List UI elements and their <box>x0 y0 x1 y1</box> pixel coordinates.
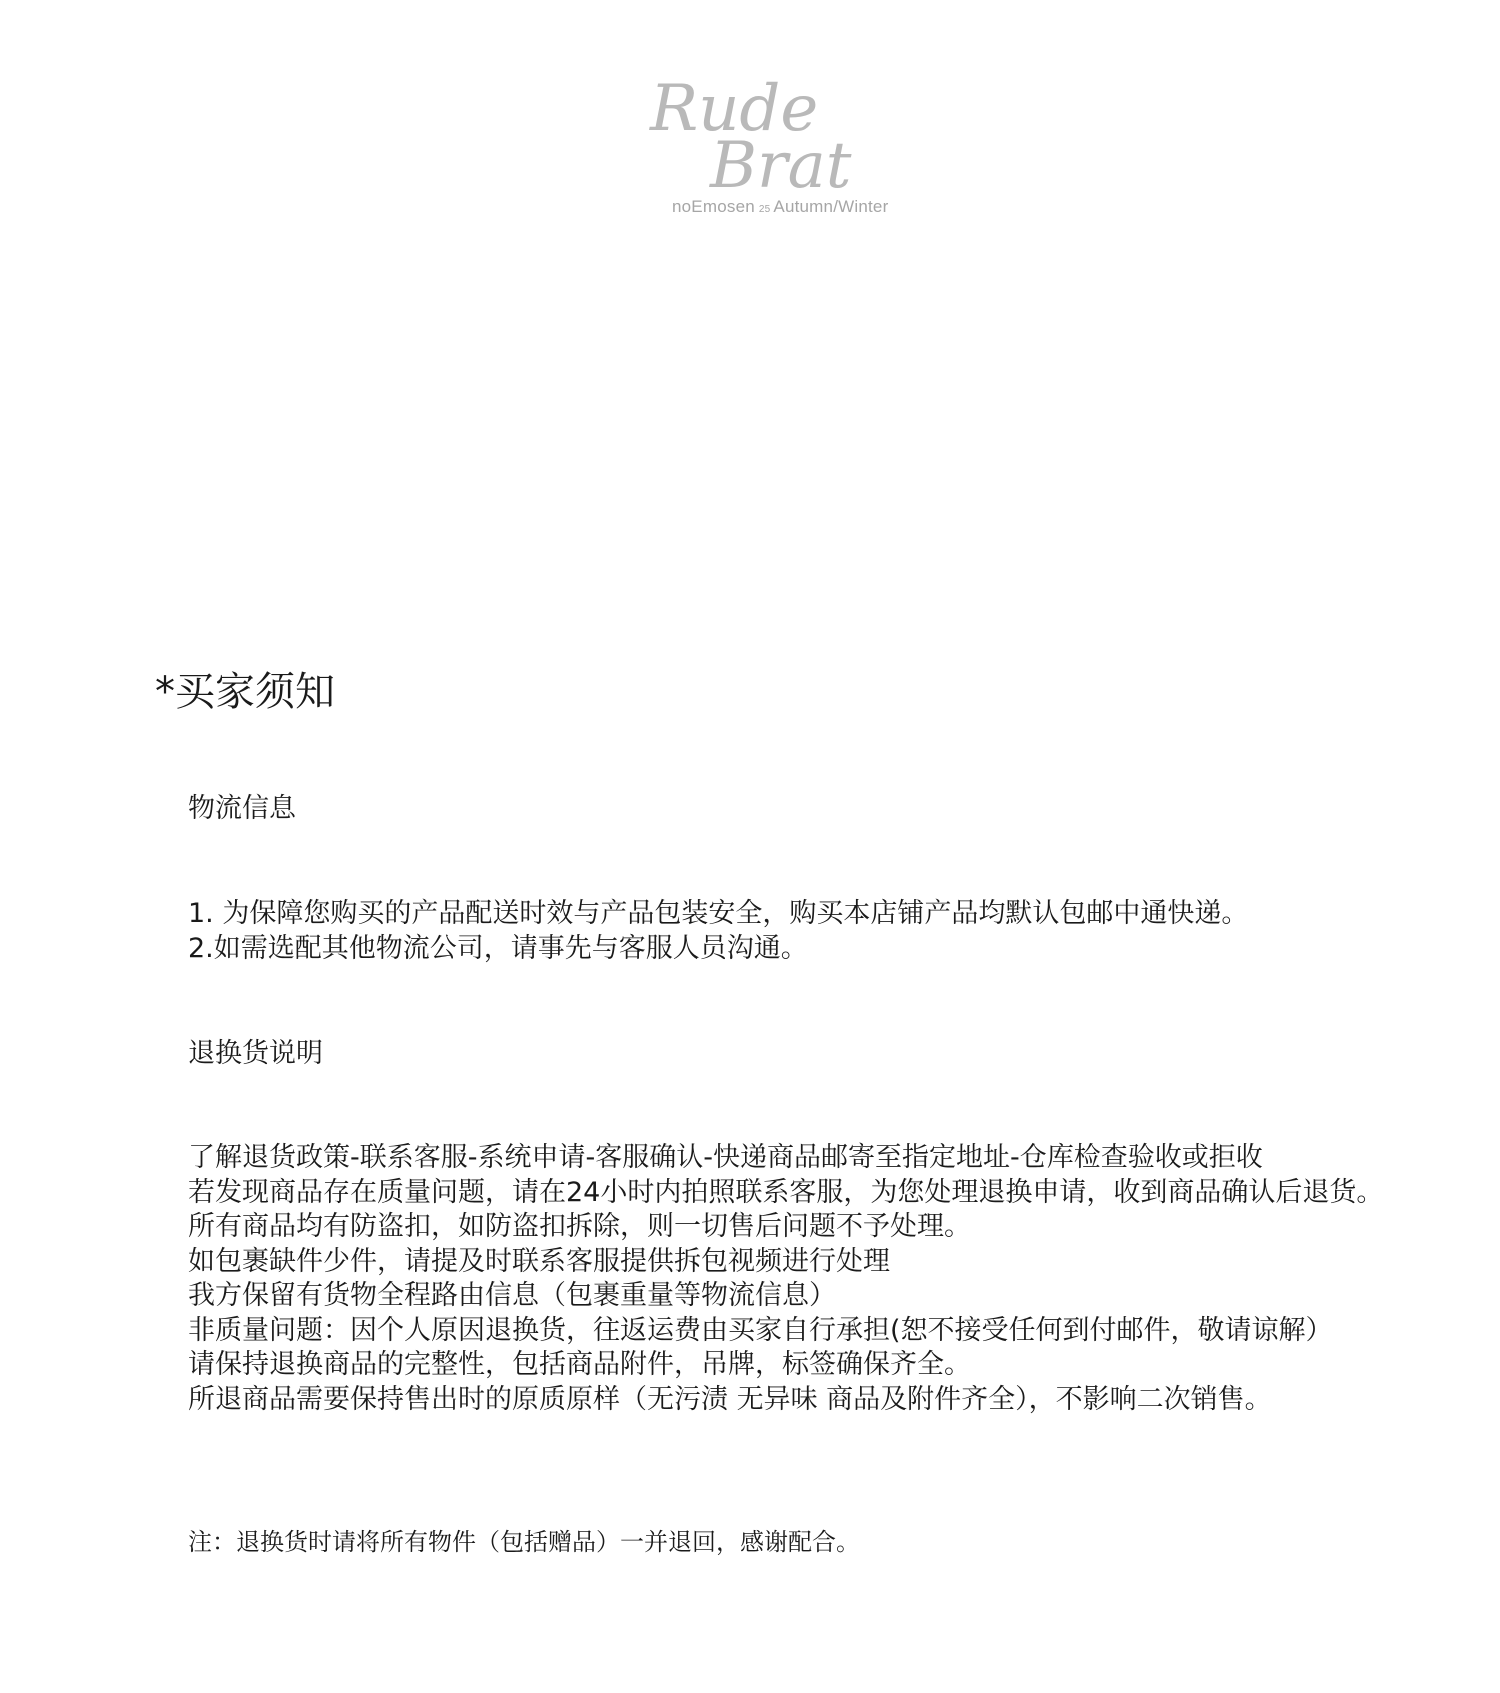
returns-item: 我方保留有货物全程路由信息（包裹重量等物流信息） <box>188 1280 836 1311</box>
returns-item: 若发现商品存在质量问题，请在24小时内拍照联系客服，为您处理退换申请，收到商品确认后退货。 <box>188 1176 1384 1208</box>
returns-list <box>188 1141 1418 1417</box>
logo-word-rude: Rude <box>650 72 819 146</box>
logistics-item: 2.如需选配其他物流公司，请事先与客服人员沟通。 <box>188 932 808 964</box>
logo-brand-name: noEmosen <box>672 197 755 216</box>
returns-heading: 退换货说明 <box>188 1038 323 1069</box>
logo-season-number: 25 <box>758 204 771 215</box>
returns-item: 所有商品均有防盗扣，如防盗扣拆除，则一切售后问题不予处理。 <box>188 1211 971 1242</box>
returns-item: 了解退货政策-联系客服-系统申请-客服确认-快递商品邮寄至指定地址-仓库检查验收或拒收 <box>188 1142 1263 1173</box>
footnote: 注：退换货时请将所有物件（包括赠品）一并退回，感谢配合。 <box>188 1528 860 1556</box>
logo-tagline <box>672 197 888 217</box>
brand-logo <box>640 70 930 230</box>
logistics-list <box>188 897 1418 966</box>
page-title: *买家须知 <box>155 669 335 715</box>
logistics-heading: 物流信息 <box>188 793 296 824</box>
logo-script-wordmark <box>640 70 930 203</box>
logo-word-brat: Brat <box>710 129 852 203</box>
returns-item: 请保持退换商品的完整性，包括商品附件，吊牌，标签确保齐全。 <box>188 1349 971 1380</box>
returns-item: 所退商品需要保持售出时的原质原样（无污渍 无异味 商品及附件齐全），不影响二次销售。 <box>188 1383 1272 1415</box>
logistics-item: 1. 为保障您购买的产品配送时效与产品包装安全，购买本店铺产品均默认包邮中通快递。 <box>188 898 1249 929</box>
returns-item: 非质量问题：因个人原因退换货，往返运费由买家自行承担(恕不接受任何到付邮件，敬请谅解） <box>188 1314 1333 1346</box>
returns-item: 如包裹缺件少件，请提及时联系客服提供拆包视频进行处理 <box>188 1245 890 1277</box>
logo-season: Autumn/Winter <box>773 197 889 216</box>
